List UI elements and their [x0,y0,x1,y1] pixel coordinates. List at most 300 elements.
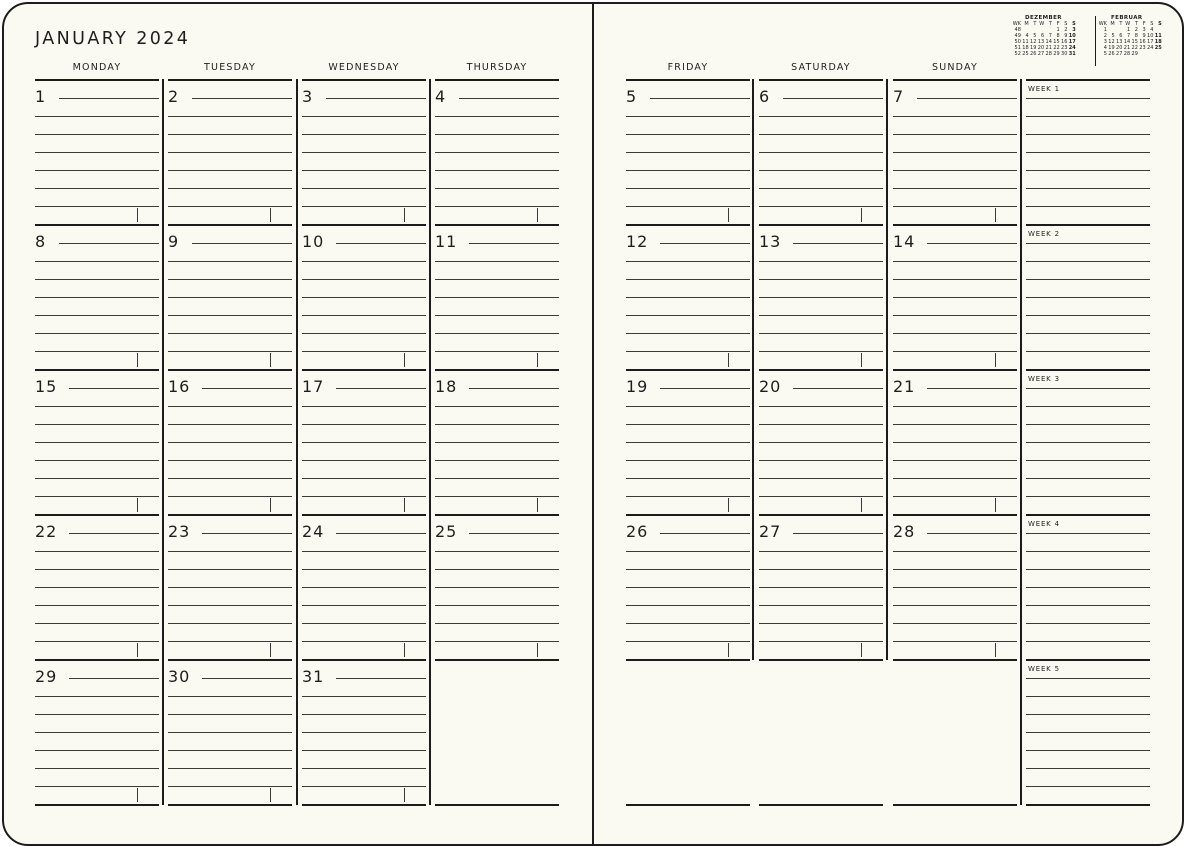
writing-line [168,714,292,715]
writing-line [168,315,292,316]
day-cell[interactable] [435,514,559,659]
writing-line [35,587,159,588]
day-number: 12 [626,232,649,251]
mini-date-cell: 26 [1030,51,1037,58]
writing-line [69,533,159,534]
writing-line [793,533,883,534]
writing-line [435,261,559,262]
writing-line [626,315,750,316]
writing-line [168,551,292,552]
day-bottom-rule [893,804,1017,806]
writing-line [435,478,559,479]
writing-line [59,98,159,99]
writing-line [893,442,1017,443]
day-number: 24 [302,522,325,541]
mini-date-cell: 7 [1126,33,1131,40]
day-number: 19 [626,377,649,396]
day-number: 9 [168,232,180,251]
writing-line [35,569,159,570]
mini-header-cell: M [1110,21,1115,28]
writing-line [435,605,559,606]
writing-line [626,170,750,171]
writing-line [759,152,883,153]
writing-line [759,406,883,407]
day-cell[interactable] [168,369,292,514]
writing-line [783,98,883,99]
writing-line [35,750,159,751]
week-label: WEEK 4 [1028,520,1060,528]
line-tick [270,788,271,802]
mini-date-cell [1154,51,1162,57]
day-cell[interactable] [759,369,883,514]
writing-line [650,98,750,99]
writing-line [302,188,426,189]
column-divider [429,79,431,805]
mini-date-cell: 16 [1139,39,1146,46]
writing-line [168,442,292,443]
mini-date-cell: 24 [1147,45,1154,52]
column-divider [886,79,888,660]
writing-line [759,496,883,497]
day-cell[interactable] [893,224,1017,369]
day-number: 25 [435,522,458,541]
mini-date-cell: 21 [1045,45,1052,52]
writing-line [302,786,426,787]
mini-date-cell: 24 [1068,45,1076,52]
writing-line [35,786,159,787]
writing-line [793,243,883,244]
writing-line [168,424,292,425]
writing-line [759,188,883,189]
writing-line [326,98,426,99]
writing-line [168,623,292,624]
month-title: JANUARY 2024 [35,29,191,49]
week-notes-cell[interactable] [1026,369,1150,514]
mini-header-cell: T [1134,21,1138,28]
writing-line [759,641,883,642]
line-tick [270,498,271,512]
line-tick [728,353,729,367]
day-cell[interactable] [302,369,426,514]
day-cell[interactable] [435,369,559,514]
day-cell[interactable] [759,79,883,224]
writing-line [302,351,426,352]
writing-line [302,496,426,497]
writing-line [626,460,750,461]
writing-line [168,569,292,570]
mini-date-cell: 12 [1030,39,1037,46]
mini-date-cell: 31 [1068,51,1076,58]
mini-date-cell: 5 [1111,33,1115,40]
mini-calendar-table [1012,21,1076,57]
writing-line [759,206,883,207]
writing-line [1026,279,1150,280]
writing-line [35,623,159,624]
writing-line [1026,116,1150,117]
day-cell[interactable] [35,369,159,514]
day-cell[interactable] [626,514,750,659]
mini-date-cell: 17 [1147,39,1154,46]
writing-line [893,351,1017,352]
writing-line [626,297,750,298]
day-number: 10 [302,232,325,251]
writing-line [435,623,559,624]
line-tick [995,498,996,512]
mini-date-cell: 10 [1068,33,1076,40]
week-notes-cell[interactable] [1026,514,1150,659]
mini-header-cell: W [1125,21,1131,28]
mini-date-cell: 25 [1154,45,1162,52]
day-cell[interactable] [759,514,883,659]
writing-line [192,243,292,244]
day-cell[interactable] [893,514,1017,659]
writing-line [893,496,1017,497]
day-number: 23 [168,522,191,541]
line-tick [137,208,138,222]
day-cell[interactable] [35,79,159,224]
day-number: 30 [168,667,191,686]
day-bottom-rule [168,804,292,806]
mini-date-cell: 4 [1103,45,1107,52]
mini-date-cell: 6 [1040,33,1045,40]
writing-line [35,315,159,316]
writing-line [435,134,559,135]
writing-line [759,315,883,316]
day-number: 18 [435,377,458,396]
day-number: 13 [759,232,782,251]
writing-line [626,496,750,497]
mini-date-cell: 29 [1053,51,1060,58]
day-cell[interactable] [168,224,292,369]
writing-line [626,152,750,153]
writing-line [759,116,883,117]
mini-date-cell: 2 [1103,33,1107,40]
writing-line [35,206,159,207]
mini-date-cell: 49 [1014,33,1021,40]
day-cell[interactable] [435,659,559,804]
writing-line [336,388,426,389]
writing-line [1026,551,1150,552]
writing-line [302,605,426,606]
writing-line [435,442,559,443]
writing-line [435,279,559,280]
mini-date-cell: 19 [1108,45,1115,52]
day-bottom-rule [759,804,883,806]
day-cell[interactable] [302,514,426,659]
mini-header-cell: T [1048,21,1052,28]
day-cell[interactable] [626,659,750,804]
mini-date-cell: 5 [1103,51,1107,58]
week-notes-cell[interactable] [1026,224,1150,369]
mini-date-cell: 1 [1056,27,1060,34]
line-tick [861,498,862,512]
mini-date-cell: 22 [1131,45,1138,52]
day-header: FRIDAY [667,62,709,73]
writing-line [35,333,159,334]
writing-line [626,261,750,262]
day-cell[interactable] [35,659,159,804]
mini-date-cell: 12 [1108,39,1115,46]
writing-line [759,297,883,298]
day-number: 8 [35,232,47,251]
writing-line [759,351,883,352]
line-tick [861,643,862,657]
writing-line [35,351,159,352]
writing-line [626,333,750,334]
week-label: WEEK 2 [1028,230,1060,238]
mini-header-cell: S [1072,21,1076,28]
day-header: MONDAY [72,62,122,73]
day-cell[interactable] [435,224,559,369]
writing-line [302,732,426,733]
writing-line [1026,786,1150,787]
mini-date-cell: 8 [1134,33,1138,40]
day-cell[interactable] [168,79,292,224]
writing-line [1026,333,1150,334]
line-tick [995,353,996,367]
day-cell[interactable] [302,79,426,224]
mini-header-cell: F [1056,21,1060,28]
day-number: 7 [893,87,905,106]
writing-line [69,678,159,679]
writing-line [1026,261,1150,262]
day-number: 6 [759,87,771,106]
writing-line [168,605,292,606]
day-number: 29 [35,667,58,686]
writing-line [202,533,292,534]
mini-date-cell: 13 [1037,39,1045,46]
line-tick [537,498,538,512]
mini-date-cell: 9 [1064,33,1068,40]
writing-line [302,424,426,425]
writing-line [759,261,883,262]
writing-line [35,768,159,769]
writing-line [1026,297,1150,298]
day-cell[interactable] [893,369,1017,514]
mini-date-cell: 23 [1139,45,1146,52]
writing-line [893,641,1017,642]
writing-line [893,551,1017,552]
mini-header-cell: W [1039,21,1045,28]
writing-line [893,424,1017,425]
writing-line [35,605,159,606]
mini-date-cell: 30 [1061,51,1068,58]
writing-line [168,351,292,352]
writing-line [1026,170,1150,171]
writing-line [168,768,292,769]
writing-line [168,170,292,171]
writing-line [336,243,426,244]
writing-line [69,388,159,389]
mini-calendar-february [1098,15,1162,57]
day-cell[interactable] [626,79,750,224]
writing-line [1026,569,1150,570]
writing-line [626,569,750,570]
week-notes-cell[interactable] [1026,79,1150,224]
writing-line [1026,351,1150,352]
writing-line [1026,188,1150,189]
week-label: WEEK 5 [1028,665,1060,673]
column-divider [752,79,754,660]
writing-line [435,206,559,207]
day-cell[interactable] [302,224,426,369]
day-number: 15 [35,377,58,396]
writing-line [435,297,559,298]
mini-date-cell: 4 [1025,33,1029,40]
writing-line [168,641,292,642]
day-number: 14 [893,232,916,251]
writing-line [302,116,426,117]
week-bottom-rule [1026,804,1150,806]
writing-line [759,134,883,135]
day-number: 16 [168,377,191,396]
writing-line [626,605,750,606]
day-cell[interactable] [626,369,750,514]
day-cell[interactable] [168,514,292,659]
week-notes-cell[interactable] [1026,659,1150,804]
mini-calendar-divider [1095,16,1096,66]
writing-line [660,388,750,389]
day-cell[interactable] [35,224,159,369]
day-cell[interactable] [435,79,559,224]
writing-line [626,134,750,135]
line-tick [404,498,405,512]
writing-line [1026,768,1150,769]
writing-line [1026,243,1150,244]
writing-line [893,116,1017,117]
writing-line [168,116,292,117]
day-cell[interactable] [35,514,159,659]
mini-calendar-title: FEBRUAR [1111,15,1143,21]
writing-line [759,551,883,552]
writing-line [893,406,1017,407]
writing-line [759,442,883,443]
line-tick [137,643,138,657]
writing-line [302,406,426,407]
mini-header-cell: S [1158,21,1162,28]
writing-line [759,623,883,624]
writing-line [893,134,1017,135]
mini-date-cell: 7 [1048,33,1052,40]
writing-line [35,442,159,443]
writing-line [302,206,426,207]
day-cell[interactable] [893,659,1017,804]
writing-line [927,243,1017,244]
writing-line [35,496,159,497]
line-tick [137,353,138,367]
mini-date-cell: 26 [1108,51,1115,58]
writing-line [893,333,1017,334]
day-number: 27 [759,522,782,541]
writing-line [1026,315,1150,316]
writing-line [759,424,883,425]
mini-date-cell: 11 [1022,39,1029,46]
writing-line [793,388,883,389]
day-bottom-rule [302,804,426,806]
day-cell[interactable] [626,224,750,369]
day-number: 28 [893,522,916,541]
line-tick [537,353,538,367]
day-cell[interactable] [168,659,292,804]
mini-header-cell: WK [1098,21,1107,28]
writing-line [435,406,559,407]
mini-date-cell: 2 [1134,27,1138,34]
day-number: 31 [302,667,325,686]
mini-date-cell: 16 [1061,39,1068,46]
day-cell[interactable] [759,659,883,804]
day-number: 26 [626,522,649,541]
writing-line [435,641,559,642]
writing-line [35,261,159,262]
writing-line [626,188,750,189]
mini-header-cell: WK [1012,21,1021,28]
writing-line [759,478,883,479]
writing-line [927,533,1017,534]
writing-line [35,641,159,642]
writing-line [35,478,159,479]
writing-line [1026,206,1150,207]
mini-date-cell: 51 [1014,45,1021,52]
writing-line [917,98,1017,99]
day-number: 3 [302,87,314,106]
writing-line [1026,406,1150,407]
writing-line [35,696,159,697]
writing-line [302,279,426,280]
writing-line [302,297,426,298]
writing-line [893,315,1017,316]
day-number: 2 [168,87,180,106]
writing-line [1026,152,1150,153]
writing-line [469,533,559,534]
writing-line [893,478,1017,479]
mini-date-cell [1146,51,1154,57]
day-bottom-rule [626,804,750,806]
day-header: THURSDAY [466,62,528,73]
writing-line [168,478,292,479]
day-cell[interactable] [893,79,1017,224]
writing-line [893,587,1017,588]
mini-date-cell: 14 [1045,39,1052,46]
writing-line [302,696,426,697]
mini-calendar-table [1098,21,1162,57]
writing-line [168,696,292,697]
writing-line [1026,678,1150,679]
writing-line [626,406,750,407]
writing-line [893,279,1017,280]
writing-line [1026,641,1150,642]
writing-line [168,587,292,588]
writing-line [1026,533,1150,534]
writing-line [1026,496,1150,497]
writing-line [435,333,559,334]
writing-line [202,678,292,679]
writing-line [1026,478,1150,479]
day-cell[interactable] [302,659,426,804]
writing-line [893,188,1017,189]
writing-line [626,116,750,117]
day-number: 4 [435,87,447,106]
mini-date-cell: 48 [1014,27,1021,34]
writing-line [35,134,159,135]
day-cell[interactable] [759,224,883,369]
writing-line [336,533,426,534]
mini-date-cell: 29 [1131,51,1138,58]
writing-line [1026,388,1150,389]
day-number: 17 [302,377,325,396]
day-header: TUESDAY [204,62,256,73]
mini-date-cell: 27 [1037,51,1045,58]
writing-line [302,134,426,135]
